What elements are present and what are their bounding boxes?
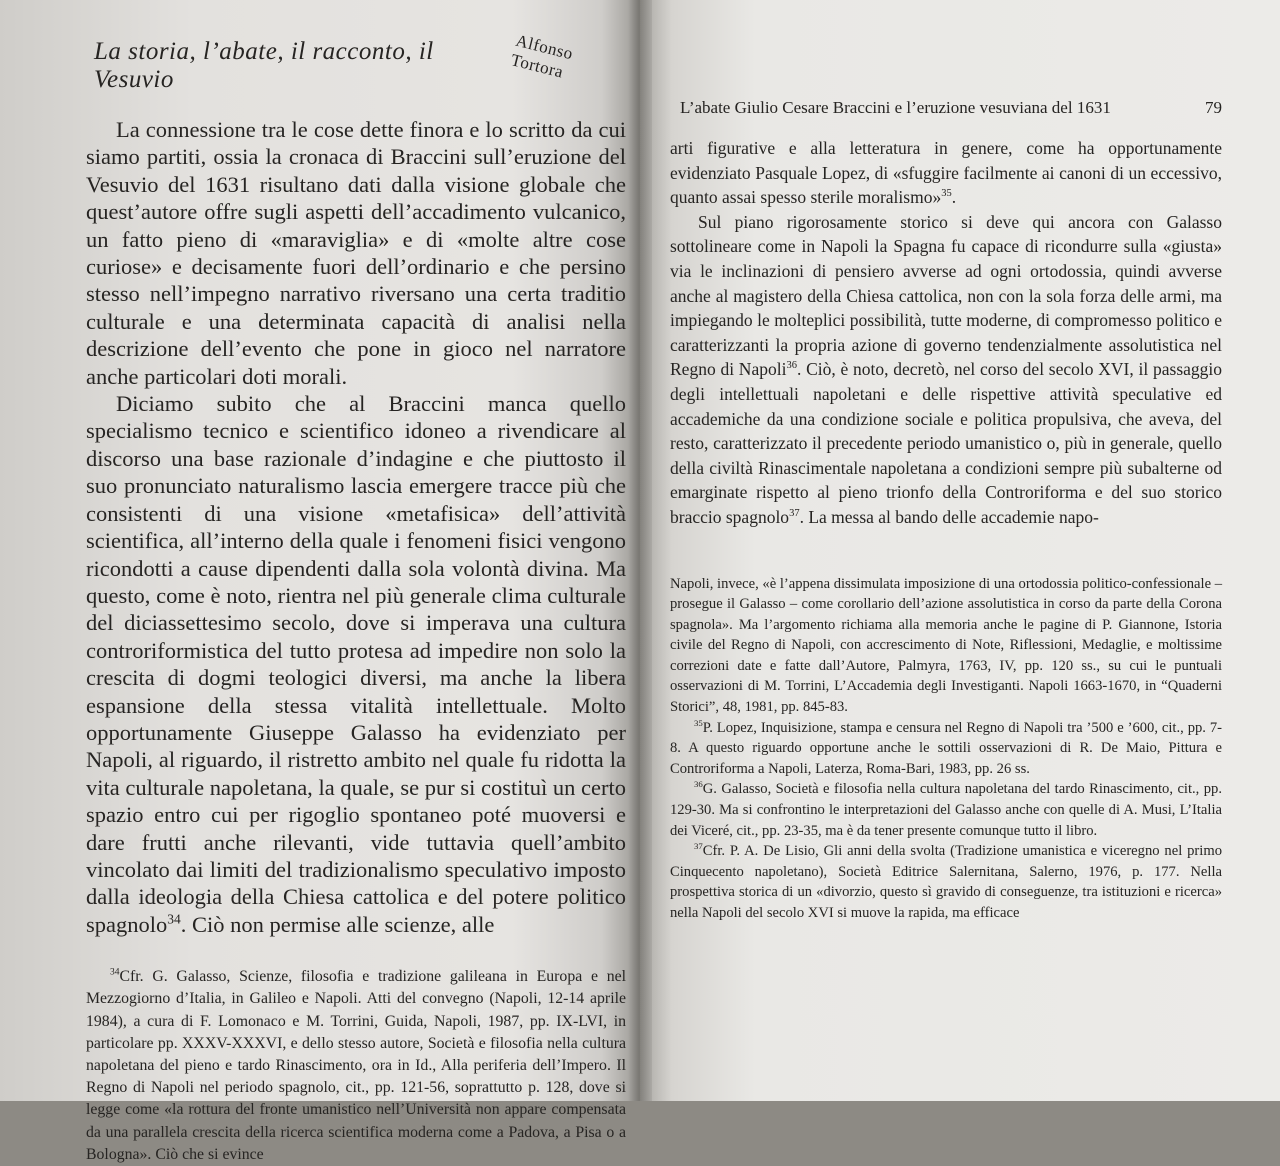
right-running-head bbox=[680, 98, 1222, 118]
right-page bbox=[640, 0, 1280, 1101]
left-running-head-author: Alfonso Tortora bbox=[509, 30, 576, 82]
footnote-36 bbox=[670, 779, 1222, 841]
footnote-34 bbox=[86, 966, 626, 1166]
book-gutter bbox=[628, 0, 652, 1101]
footnote-36-text: G. Galasso, Società e filosofia nella cultura napoletana del tardo Rinascimento, cit., pp. 129-30. Ma si confrontino le interpretazioni del Galasso anche con quelle di A. Musi, L’Italia dei Viceré, cit., pp. 23-35, ma è da tener presente comunque tutto il libro. bbox=[670, 781, 1222, 839]
left-paragraph-1: La connessione tra le cose dette finora e lo scritto da cui siamo partiti, ossia la cronaca di Braccini sull’eruzione del Vesuvio del 1631 risultano dati dalla visione globale che quest’autore offre sugli aspetti dell’accadimento vulcanico, un fatto pieno di «maraviglia» e di «molte altre cose curiose» e decisamente fuori dell’ordinario e che persino stesso nell’impegno narrativo riversano una certa traditio culturale e una determinata capacità di analisi nella descrizione dell’evento che pone in gioco nel narratore anche particolari doti morali. bbox=[86, 117, 626, 389]
right-body-text bbox=[670, 136, 1222, 530]
left-paragraph-2-tail: . Ciò non permise alle scienze, alle bbox=[180, 911, 495, 937]
left-running-head bbox=[94, 30, 626, 94]
left-paragraph-2 bbox=[86, 390, 626, 938]
footnote-34-continuation: Napoli, invece, «è l’appena dissimulata imposizione di una ortodossia politico-confessionale – prosegue il Galasso – come corollario dell’azione assolutistica in corso da parte della Corona spagnola». Ma l’argomento richiama alla memoria anche le pagine di P. Giannone, Istoria civile del Regno di Napoli, con accrescimento di Note, Riflessioni, Medaglie, e moltissime correzioni date e fatte dall’Autore, Palmyra, 1763, IV, pp. 120 ss., su cui le puntuali osservazioni di M. Torrini, L’Accademia degli Investiganti. Napoli 1663-1670, in “Quaderni Storici”, 48, 1981, pp. 845-83. bbox=[670, 575, 1222, 716]
footnote-36-number: 36 bbox=[694, 779, 703, 790]
footnote-35-number: 35 bbox=[694, 717, 703, 728]
left-page bbox=[0, 0, 640, 1163]
footnote-ref-36: 36 bbox=[786, 360, 797, 372]
right-running-head-title: L’abate Giulio Cesare Braccini e l’eruzione vesuviana del 1631 bbox=[680, 98, 1111, 117]
footnote-ref-37: 37 bbox=[789, 508, 800, 520]
right-paragraph-1-text: arti figurative e alla letteratura in genere, come ha opportunamente evidenziato Pasquale Lopez, di «sfuggire facilmente ai canoni di un eccessivo, quanto assai spesso sterile moralismo» bbox=[670, 138, 1222, 208]
right-footnotes bbox=[670, 574, 1222, 924]
right-paragraph-2-part-b: . Ciò, è noto, decretò, nel corso del secolo XVI, il passaggio degli intellettuali napoletani e delle rispettive attività speculative ed accademiche da una condizione sociale e politica propulsiva, che aveva, del resto, caratterizzato il precedente periodo umanistico o, più in generale, quello della civiltà Rinascimentale napoletana a condizioni sempre più subalterne od emarginate rispetto al pieno trionfo della Controriforma e del suo storico braccio spagnolo bbox=[670, 359, 1223, 527]
left-footnotes bbox=[86, 966, 626, 1166]
footnote-34-text: Cfr. G. Galasso, Scienze, filosofia e tradizione galileana in Europa e nel Mezzogiorno d’Italia, in Galileo e Napoli. Atti del convegno (Napoli, 12-14 aprile 1984), a cura di F. Lomonaco e M. Torrini, Guida, Napoli, 1987, pp. IX-LVI, in particolare pp. XXXV-XXXVI, e dello stesso autore, Società e filosofia nella cultura napoletana del pieno e tardo Rinascimento, ora in Id., Alla periferia dell’Impero. Il Regno di Napoli nel periodo spagnolo, cit., pp. 121-56, soprattutto p. 128, dove si legge come «la rottura del fronte umanistico nell’Università non appare compensata da una parallela crescita della ricerca scientifica moderna come a Padova, a Pisa o a Bologna». Ciò che si evince bbox=[86, 968, 626, 1163]
footnote-ref-35: 35 bbox=[941, 188, 952, 200]
footnote-34-number: 34 bbox=[110, 967, 120, 978]
right-paragraph-2-part-a: Sul piano rigorosamente storico si deve qui ancora con Galasso sottolineare come in Napoli la Spagna fu capace di ricondurre sulla «giusta» via le inclinazioni di pensiero avverse ad ogni ortodossia, quindi avverse anche al magistero della Chiesa cattolica, non con la sola forza delle armi, ma impiegando le molteplici possibilità, tutte moderne, di compromesso politico e caratterizzanti la propria azione di governo tendenzialmente assolutistica nel Regno di Napoli bbox=[670, 211, 1222, 380]
footnote-35 bbox=[670, 718, 1222, 780]
footnote-37-number: 37 bbox=[694, 841, 703, 852]
left-running-head-title: La storia, l’abate, il racconto, il Vesuvio bbox=[94, 38, 434, 93]
footnote-ref-34: 34 bbox=[167, 911, 181, 927]
right-paragraph-2 bbox=[670, 210, 1222, 530]
footnote-37-text: Cfr. P. A. De Lisio, Gli anni della svolta (Tradizione umanistica e viceregno nel primo Cinquecento napoletano), Società Editrice Salernitana, Salerno, 1976, p. 177. Nella prospettiva storica di un «divorzio, questo sì gravido di conseguenze, tra istituzioni e ricerca» nella Napoli del secolo XVI si muove la rapida, ma efficace bbox=[670, 843, 1222, 921]
right-paragraph-1 bbox=[670, 136, 1222, 210]
left-paragraph-2-text: Diciamo subito che al Braccini manca quello specialismo tecnico e scientifico idoneo a rivendicare al discorso una base razionale d’indagine e che piuttosto il suo pronunciato naturalismo lascia emergere tracce più che consistenti di una visione «metafisica» dell’attività scientifica, all’interno della quale i fenomeni fisici vengono ricondotti a cause dipendenti dalla sola volontà divina. Ma questo, come è noto, rientra nel più generale clima culturale del diciassettesimo secolo, dove si imperava una cultura controriformistica del tutto protesa ad impedire non solo la crescita di dogmi teologici diversi, ma anche la libera espansione della stessa vitalità intellettuale. Molto opportunamente Giuseppe Galasso ha evidenziato per Napoli, al riguardo, il ristretto ambito nel quale fu ridotta la vita culturale napoletana, la quale, se pur si costituì un certo spazio entro cui per rigoglio spontaneo poté muoversi e dare frutti anche rilevanti, vide tuttavia quell’ambito vincolato dai limiti del tradizionalismo speculativo imposto dalla ideologia della Chiesa cattolica e del potere politico spagnolo bbox=[86, 391, 626, 937]
right-paragraph-2-part-c: . La messa al bando delle accademie napo- bbox=[799, 506, 1099, 527]
left-body-text bbox=[86, 116, 626, 938]
page-number: 79 bbox=[1205, 98, 1222, 117]
right-paragraph-1-tail: . bbox=[951, 187, 957, 208]
footnote-35-text: P. Lopez, Inquisizione, stampa e censura nel Regno di Napoli tra ’500 e ’600, cit., pp. 7-8. A questo riguardo opportune anche le sottili osservazioni di R. De Maio, Pittura e Controriforma a Napoli, Laterza, Roma-Bari, 1983, pp. 26 ss. bbox=[670, 719, 1222, 777]
footnote-37 bbox=[670, 841, 1222, 923]
